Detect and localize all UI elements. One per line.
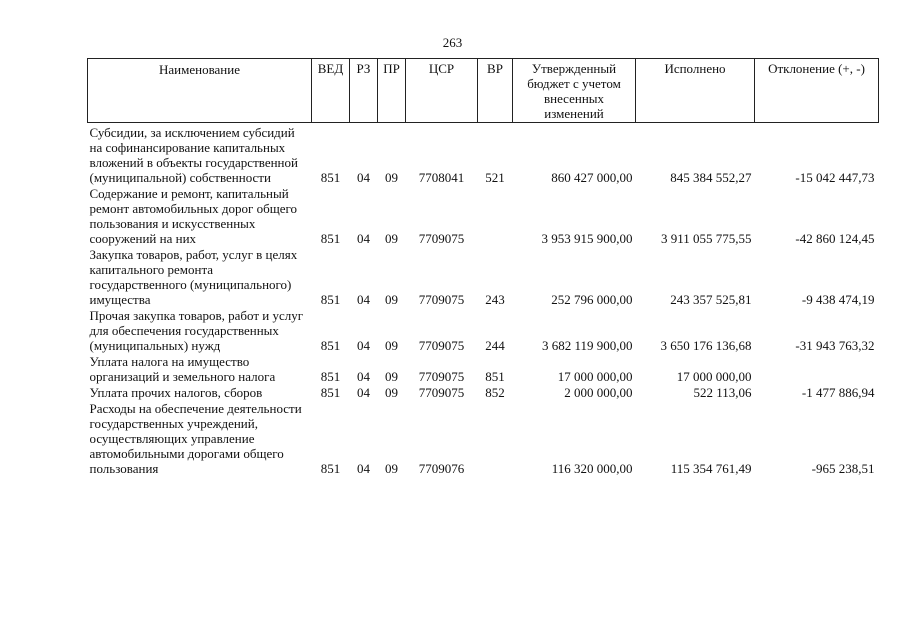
table-row	[88, 385, 879, 401]
row-pr: 09	[385, 231, 398, 246]
row-deviation: -965 238,51	[811, 461, 875, 476]
header-rz: РЗ	[350, 59, 378, 123]
table-row	[88, 186, 879, 247]
row-ved: 851	[320, 170, 341, 185]
table-row	[88, 354, 879, 385]
row-csr: 7708041	[418, 170, 465, 185]
row-approved: 252 796 000,00	[551, 292, 633, 307]
header-executed: Исполнено	[636, 59, 755, 123]
row-name: Прочая закупка товаров, работ и услуг для обеспечения государственных (муниципальных) нужд	[89, 308, 304, 353]
budget-table	[87, 58, 879, 477]
row-csr: 7709075	[418, 385, 465, 400]
table-row	[88, 247, 879, 308]
row-rz: 04	[357, 338, 370, 353]
table-row	[88, 401, 879, 477]
row-ved: 851	[320, 292, 341, 307]
header-ved: ВЕД	[312, 59, 350, 123]
header-approved: Утвержденный бюджет с учетом внесенных изменений	[513, 59, 636, 123]
row-deviation: -1 477 886,94	[801, 385, 875, 400]
row-deviation: -15 042 447,73	[795, 170, 875, 185]
header-deviation: Отклонение (+, -)	[755, 59, 879, 123]
row-executed: 3 650 176 136,68	[660, 338, 752, 353]
row-ved: 851	[320, 338, 341, 353]
row-csr: 7709075	[418, 338, 465, 353]
row-ved: 851	[320, 369, 341, 384]
row-ved: 851	[320, 231, 341, 246]
row-approved: 2 000 000,00	[564, 385, 633, 400]
row-vr: 851	[485, 369, 505, 384]
row-pr: 09	[385, 461, 398, 476]
row-approved: 3 953 915 900,00	[541, 231, 633, 246]
table-header	[88, 59, 879, 123]
row-pr: 09	[385, 292, 398, 307]
table-body	[88, 123, 879, 478]
row-approved: 116 320 000,00	[551, 461, 633, 476]
row-csr: 7709076	[418, 461, 465, 476]
row-deviation: -9 438 474,19	[801, 292, 875, 307]
row-rz: 04	[357, 170, 370, 185]
page-number: 263	[442, 35, 463, 50]
row-rz: 04	[357, 292, 370, 307]
row-name: Уплата прочих налогов, сборов	[89, 385, 263, 400]
row-executed: 17 000 000,00	[676, 369, 752, 384]
row-pr: 09	[385, 338, 398, 353]
row-vr: 244	[485, 338, 505, 353]
row-vr: 243	[485, 292, 505, 307]
row-rz: 04	[357, 385, 370, 400]
row-csr: 7709075	[418, 369, 465, 384]
row-deviation	[755, 354, 879, 385]
row-executed: 522 113,06	[693, 385, 752, 400]
row-executed: 3 911 055 775,55	[660, 231, 752, 246]
row-csr: 7709075	[418, 292, 465, 307]
row-name: Закупка товаров, работ, услуг в целях капитального ремонта государственного (муниципального) имущества	[89, 247, 298, 307]
row-executed: 845 384 552,27	[670, 170, 752, 185]
row-executed: 115 354 761,49	[670, 461, 752, 476]
row-ved: 851	[320, 461, 341, 476]
table-row	[88, 125, 879, 186]
header-vr: ВР	[478, 59, 513, 123]
row-approved: 17 000 000,00	[557, 369, 633, 384]
row-name: Содержание и ремонт, капитальный ремонт автомобильных дорог общего пользования и искусственных сооружений на них	[89, 186, 297, 246]
row-rz: 04	[357, 231, 370, 246]
header-pr: ПР	[378, 59, 406, 123]
row-vr	[478, 186, 513, 247]
row-pr: 09	[385, 170, 398, 185]
row-csr: 7709075	[418, 231, 465, 246]
row-vr	[478, 401, 513, 477]
row-approved: 860 427 000,00	[551, 170, 633, 185]
row-deviation: -31 943 763,32	[795, 338, 875, 353]
row-rz: 04	[357, 369, 370, 384]
row-approved: 3 682 119 900,00	[541, 338, 633, 353]
row-pr: 09	[385, 369, 398, 384]
row-ved: 851	[320, 385, 341, 400]
row-name: Расходы на обеспечение деятельности государственных учреждений, осуществляющих управление автомобильными дорогами общего пользования	[89, 401, 302, 476]
header-name: Наименование	[88, 59, 312, 123]
header-csr: ЦСР	[406, 59, 478, 123]
row-vr: 521	[485, 170, 505, 185]
row-name: Субсидии, за исключением субсидий на софинансирование капитальных вложений в объекты государственной (муниципальной) собственности	[89, 125, 298, 185]
row-executed: 243 357 525,81	[670, 292, 752, 307]
table-row	[88, 308, 879, 354]
row-vr: 852	[485, 385, 505, 400]
row-pr: 09	[385, 385, 398, 400]
row-deviation: -42 860 124,45	[795, 231, 875, 246]
row-rz: 04	[357, 461, 370, 476]
row-name: Уплата налога на имущество организаций и земельного налога	[89, 354, 276, 384]
